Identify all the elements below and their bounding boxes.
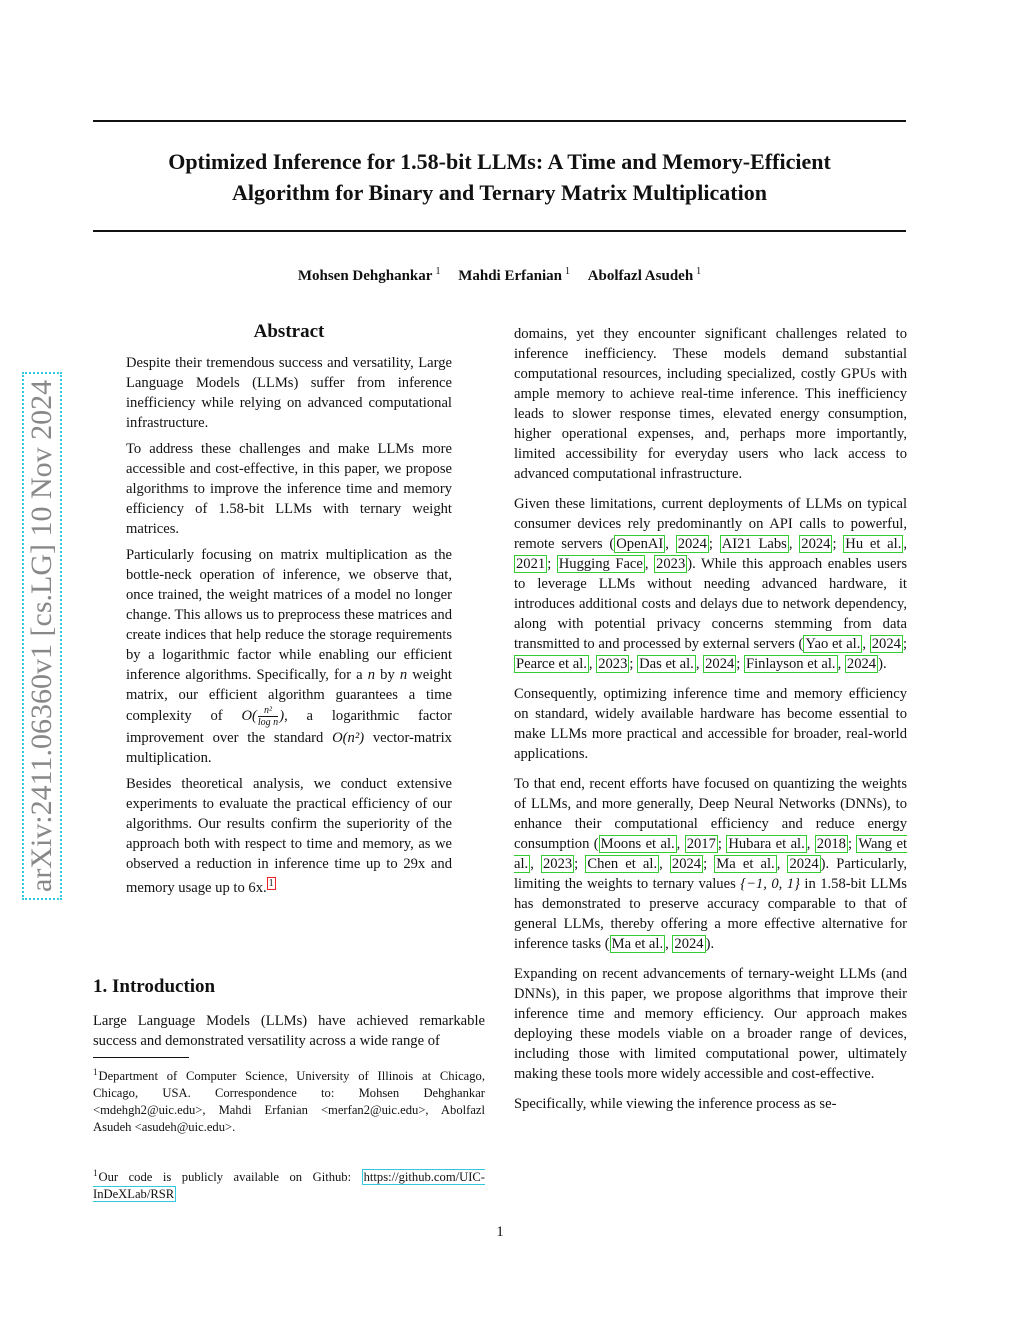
github-link[interactable]: https://github.com/UIC-InDeXLab/RSR — [93, 1170, 485, 1202]
citation-link[interactable]: 2024 — [789, 856, 819, 872]
paper-title — [93, 146, 906, 208]
citation-link[interactable]: Das et al. — [639, 656, 694, 672]
author: Mohsen Dehghankar $^1$ — [297, 266, 441, 284]
abstract-paragraph: Despite their tremendous success and versatility, Large Language Models (LLMs) suffer from inference inefficiency while relying on advanced computational infrastructure. — [126, 355, 452, 431]
citation-link[interactable]: AI21 Labs — [721, 536, 787, 552]
body-paragraph: Given these limitations, current deployments of LLMs on typical consumer devices rely predominantly on API calls to powerful, remote servers ( OpenAI , 2024 ; AI21 Labs , 2024 ; Hu et al. , 2021 ; Hugging Face , 2023 ). While this approach enables users to leverage LLMs without needing advanced hardware, it introduces additional costs and delays due to network dependency, along with potential privacy concerns stemming from data transmitted to and processed by external servers ( Yao et al. , 2024 ; Pearce et al. , 2023 ; Das et al. , 2024 ; Finlayson et al. , 2024 ). — [514, 496, 908, 672]
body-paragraph: domains, yet they encounter significant challenges related to inference inefficiency. These models demand substantial computational resources, including specialized, costly GPUs with ample memory to achieve real-time inference. This inefficiency leads to slower response times, elevated energy consumption, higher operational expenses, and, perhaps more importantly, limited accessibility for everyday users who lack access to advanced computational infrastructure. — [514, 326, 907, 482]
title-top-rule — [93, 120, 906, 122]
body-paragraph: Expanding on recent advancements of ternary-weight LLMs (and DNNs), in this paper, we propose algorithms that improve their inference time and memory efficiency. Our approach makes deploying these models viable on a broader range of devices, including those with limited computational power, ultimately making these tools more widely accessible and cost-effective. — [514, 966, 907, 1082]
citation-link[interactable]: 2023 — [656, 556, 686, 572]
citation-link[interactable]: 2023 — [542, 856, 573, 872]
body-paragraph: To that end, recent efforts have focused on quantizing the weights of LLMs, and more generally, Deep Neural Networks (DNNs), to enhance their computational efficiency and reduce energy consumption ( Moons et al. , 2017 ; Hubara et al. , 2018 ; Wang et al. , 2023 ; Chen et al. , 2024 ; Ma et al. , 2024 ). Particularly, limiting the weights to ternary values {−1, 0, 1} in 1.58-bit LLMs has demonstrated to preserve accuracy comparable to that of general LLMs, thereby offering a more effective alternative for inference tasks ( Ma et al. , 2024 ). — [514, 776, 908, 952]
citation-link[interactable]: Hugging Face — [558, 556, 643, 572]
citation-link[interactable]: 2023 — [598, 656, 628, 672]
body-paragraph: Specifically, while viewing the inference process as se- — [514, 1096, 837, 1112]
complexity-fraction: $\frac{\text{n²}}{\text{log n}}$ — [257, 705, 279, 728]
abstract-paragraph: Particularly focusing on matrix multiplication as the bottle-neck operation of inference, we observe that, once trained, the weight matrices of a model no longer change. This allows us to preprocess these matrices and create indices that help reduce the storage requirements by a logarithmic factor while enabling our efficient inference algorithms. Specifically, for a n by n weight matrix, our efficient algorithm guarantees a time complexity of O( $\frac{\text{n²}}{\text{log n}}$ ), a logarithmic factor improvement over the standard O(n²) vector-matrix multiplication. — [126, 547, 452, 766]
abstract-paragraph: Besides theoretical analysis, we conduct extensive experiments to evaluate the practical efficiency of our algorithms. Our results confirm the superiority of the approach both with respect to time and memory, as we observed a reduction in inference time up to 29x and memory usage up to 6x. $^1$ — [126, 776, 452, 896]
author-list — [93, 266, 906, 285]
footnote-rule — [93, 1057, 189, 1058]
author: Abolfazl Asudeh $^1$ — [587, 266, 702, 284]
citation-link[interactable]: Ma et al. — [611, 936, 664, 952]
citation-link[interactable]: Ma et al. — [716, 856, 775, 872]
author: Mahdi Erfanian $^1$ — [458, 266, 570, 284]
citation-link[interactable]: Chen et al. — [587, 856, 658, 872]
citation-link[interactable]: OpenAI — [616, 536, 664, 552]
citation-link[interactable]: Hu et al. — [845, 536, 902, 552]
citation-link[interactable]: Yao et al. — [805, 636, 861, 652]
citation-link[interactable]: Pearce et al. — [516, 656, 587, 672]
title-bottom-rule — [93, 230, 906, 232]
citation-link[interactable]: 2024 — [871, 636, 901, 652]
right-column — [514, 324, 907, 1124]
body-paragraph: Consequently, optimizing inference time and memory efficiency on standard, widely available hardware has become essential to make LLMs more practical and accessible for broader, real-world applications. — [514, 686, 907, 762]
abstract-body — [126, 353, 452, 904]
footnote-link[interactable]: 1 — [268, 878, 274, 889]
title-line-1: Optimized Inference for 1.58-bit LLMs: A Time and Memory-Efficient — [168, 149, 831, 174]
citation-link[interactable]: 2024 — [677, 536, 707, 552]
citation-link[interactable]: Moons et al. — [600, 836, 675, 852]
abstract-heading: Abstract — [253, 321, 325, 342]
citation-link[interactable]: 2024 — [846, 656, 877, 672]
citation-link[interactable]: 2024 — [705, 656, 735, 672]
citation-link[interactable]: Wang et al. — [514, 836, 907, 872]
citation-link[interactable]: Finlayson et al. — [746, 656, 836, 672]
abstract-paragraph: To address these challenges and make LLMs more accessible and cost-effective, in this paper, we propose algorithms to improve the inference time and memory efficiency of 1.58-bit LLMs with ternary weight matrices. — [126, 441, 452, 537]
citation-link[interactable]: 2017 — [686, 836, 716, 852]
intro-paragraph: Large Language Models (LLMs) have achieved remarkable success and demonstrated versatility across a wide range of — [93, 1013, 485, 1049]
introduction-body — [93, 1011, 485, 1051]
page-number: 1 — [496, 1224, 504, 1240]
citation-link[interactable]: 2024 — [674, 936, 704, 952]
citation-link[interactable]: 2024 — [801, 536, 831, 552]
citation-link[interactable]: 2024 — [671, 856, 702, 872]
footnote-affiliation: $^1$Department of Computer Science, University of Illinois at Chicago, Chicago, USA. Correspondence to: Mohsen Dehghankar <mdehgh2@uic.edu>, Mahdi Erfanian <merfan2@uic.edu>, Abolfazl Asudeh <asudeh@uic.edu>. — [93, 1067, 485, 1135]
arxiv-stamp[interactable]: arXiv:2411.06360v1 [cs.LG] 10 Nov 2024 — [22, 372, 62, 900]
citation-link[interactable]: 2021 — [516, 556, 546, 572]
title-line-2: Algorithm for Binary and Ternary Matrix Multiplication — [232, 180, 767, 205]
footnote-code: $^1$Our code is publicly available on Github: https://github.com/UIC-InDeXLab/RSR — [93, 1168, 485, 1202]
introduction-heading: 1. Introduction — [93, 976, 216, 997]
ternary-set: {−1, 0, 1} — [740, 876, 800, 892]
citation-link[interactable]: 2018 — [816, 836, 846, 852]
citation-link[interactable]: Hubara et al. — [728, 836, 805, 852]
